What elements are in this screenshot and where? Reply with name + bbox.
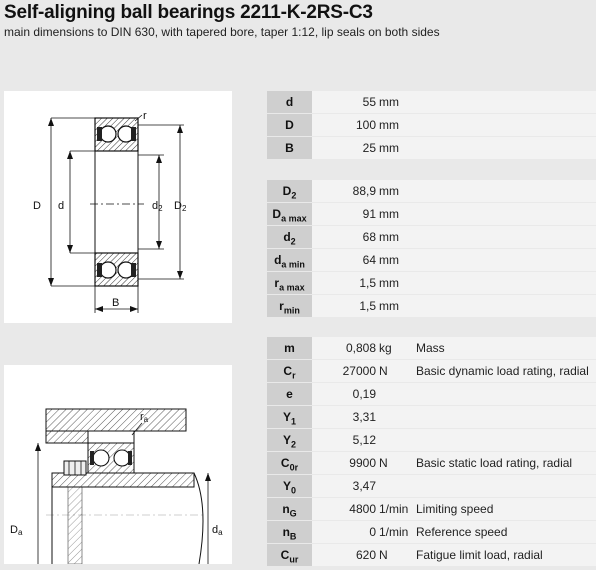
symbol-text: e [286, 387, 293, 401]
table-row [267, 360, 596, 382]
row-symbol [267, 180, 312, 202]
table-row [267, 180, 596, 202]
row-description: Mass [416, 341, 445, 355]
row-symbol [267, 544, 312, 566]
row-symbol [267, 383, 312, 405]
row-symbol [267, 137, 312, 159]
row-symbol [267, 114, 312, 136]
row-unit: kg [379, 341, 392, 355]
row-value: 4800 [349, 502, 376, 516]
symbol-text: Y [282, 433, 291, 447]
table-row [267, 203, 596, 225]
row-description: Basic static load rating, radial [416, 456, 573, 470]
row-symbol [267, 337, 312, 359]
label-da: da [212, 524, 223, 537]
row-value: 9900 [349, 456, 376, 470]
symbol-text: d [283, 230, 291, 244]
row-value: 620 [355, 548, 376, 562]
symbol-subscript: 2 [291, 190, 297, 201]
table-row [267, 383, 596, 405]
row-description: Reference speed [416, 525, 508, 539]
table-row [267, 295, 596, 317]
row-value: 27000 [342, 364, 376, 378]
row-unit: 1/min [379, 502, 409, 516]
table-row [267, 137, 596, 159]
table-row [267, 337, 596, 359]
mounting-dimensions-drawing [4, 365, 232, 564]
row-value: 91 [362, 207, 376, 221]
row-value: 5,12 [352, 433, 376, 447]
symbol-text: C [280, 456, 290, 470]
row-value: 0,808 [345, 341, 376, 355]
label-B: B [112, 297, 120, 309]
label-d2: d2 [152, 200, 163, 213]
row-symbol [267, 203, 312, 225]
table-row [267, 498, 596, 520]
symbol-subscript: 0r [289, 462, 299, 473]
symbol-text: n [282, 502, 290, 516]
table-row [267, 249, 596, 271]
row-description: Limiting speed [416, 502, 494, 516]
mounting-svg [4, 365, 232, 564]
symbol-subscript: 1 [291, 416, 297, 427]
symbol-subscript: ur [289, 554, 299, 565]
row-unit: N [379, 364, 388, 378]
symbol-text: Y [282, 410, 291, 424]
row-symbol [267, 360, 312, 382]
page-subtitle: main dimensions to DIN 630, with tapered bore, taper 1:12, lip seals on both sides [4, 25, 440, 39]
row-value: 55 [362, 95, 376, 109]
table-row [267, 226, 596, 248]
row-symbol [267, 249, 312, 271]
row-value: 88,9 [352, 184, 376, 198]
row-description: Basic dynamic load rating, radial [416, 364, 589, 378]
row-unit: mm [379, 299, 399, 313]
row-description: Fatigue limit load, radial [416, 548, 543, 562]
row-symbol [267, 226, 312, 248]
row-symbol [267, 272, 312, 294]
label-D2: D2 [174, 200, 187, 213]
mounting-dimensions-table [267, 180, 596, 318]
table-row [267, 521, 596, 543]
table-row [267, 114, 596, 136]
symbol-subscript: a min [281, 259, 305, 270]
symbol-text: D [272, 207, 282, 221]
label-D: D [33, 200, 41, 212]
symbol-text: d [285, 95, 294, 109]
table-row [267, 406, 596, 428]
table-row [267, 91, 596, 113]
symbol-text: r [274, 276, 280, 290]
symbol-text: C [280, 548, 290, 562]
row-symbol [267, 91, 312, 113]
row-value: 25 [362, 141, 376, 155]
row-unit: mm [379, 230, 399, 244]
symbol-subscript: 2 [290, 236, 296, 247]
row-unit: mm [379, 253, 399, 267]
symbol-subscript: min [283, 305, 300, 316]
row-symbol [267, 521, 312, 543]
row-unit: 1/min [379, 525, 409, 539]
row-symbol [267, 429, 312, 451]
row-unit: mm [379, 184, 399, 198]
row-unit: N [379, 456, 388, 470]
row-value: 64 [362, 253, 376, 267]
row-value: 3,47 [352, 479, 376, 493]
row-symbol [267, 475, 312, 497]
symbol-text: d [274, 253, 282, 267]
symbol-subscript: 2 [291, 439, 297, 450]
symbol-subscript: G [289, 508, 297, 519]
row-unit: N [379, 548, 388, 562]
row-value: 0 [369, 525, 376, 539]
symbol-text: Y [282, 479, 291, 493]
row-value: 0,19 [352, 387, 376, 401]
row-symbol [267, 295, 312, 317]
row-value: 1,5 [359, 299, 376, 313]
row-unit: mm [379, 118, 399, 132]
symbol-subscript: 0 [291, 485, 297, 496]
symbol-subscript: a max [279, 282, 305, 293]
row-value: 68 [362, 230, 376, 244]
label-d: d [58, 200, 65, 212]
symbol-text: D [282, 184, 292, 198]
symbol-text: B [285, 141, 294, 155]
symbol-text: r [279, 299, 284, 313]
symbol-subscript: B [289, 531, 297, 542]
symbol-text: C [283, 364, 293, 378]
table-row [267, 429, 596, 451]
row-value: 100 [355, 118, 376, 132]
row-symbol [267, 452, 312, 474]
symbol-text: n [282, 525, 290, 539]
row-unit: mm [379, 207, 399, 221]
symbol-subscript: a max [281, 213, 307, 224]
symbol-text: m [284, 341, 295, 355]
label-Da: Da [10, 524, 23, 537]
table-row [267, 272, 596, 294]
bearing-section-svg [4, 91, 232, 323]
row-symbol [267, 498, 312, 520]
row-unit: mm [379, 141, 399, 155]
label-r: r [143, 110, 147, 122]
row-unit: mm [379, 95, 399, 109]
symbol-text: D [285, 118, 294, 132]
page-title: Self-aligning ball bearings 2211-K-2RS-C3 [4, 2, 373, 23]
properties-table [267, 337, 596, 567]
row-unit: mm [379, 276, 399, 290]
table-row [267, 544, 596, 566]
symbol-subscript: r [292, 370, 296, 381]
row-value: 1,5 [359, 276, 376, 290]
row-value: 3,31 [352, 410, 376, 424]
table-row [267, 475, 596, 497]
bearing-section-drawing [4, 91, 232, 323]
row-symbol [267, 406, 312, 428]
table-row [267, 452, 596, 474]
main-dimensions-table [267, 91, 596, 160]
label-ra: ra [140, 411, 149, 424]
